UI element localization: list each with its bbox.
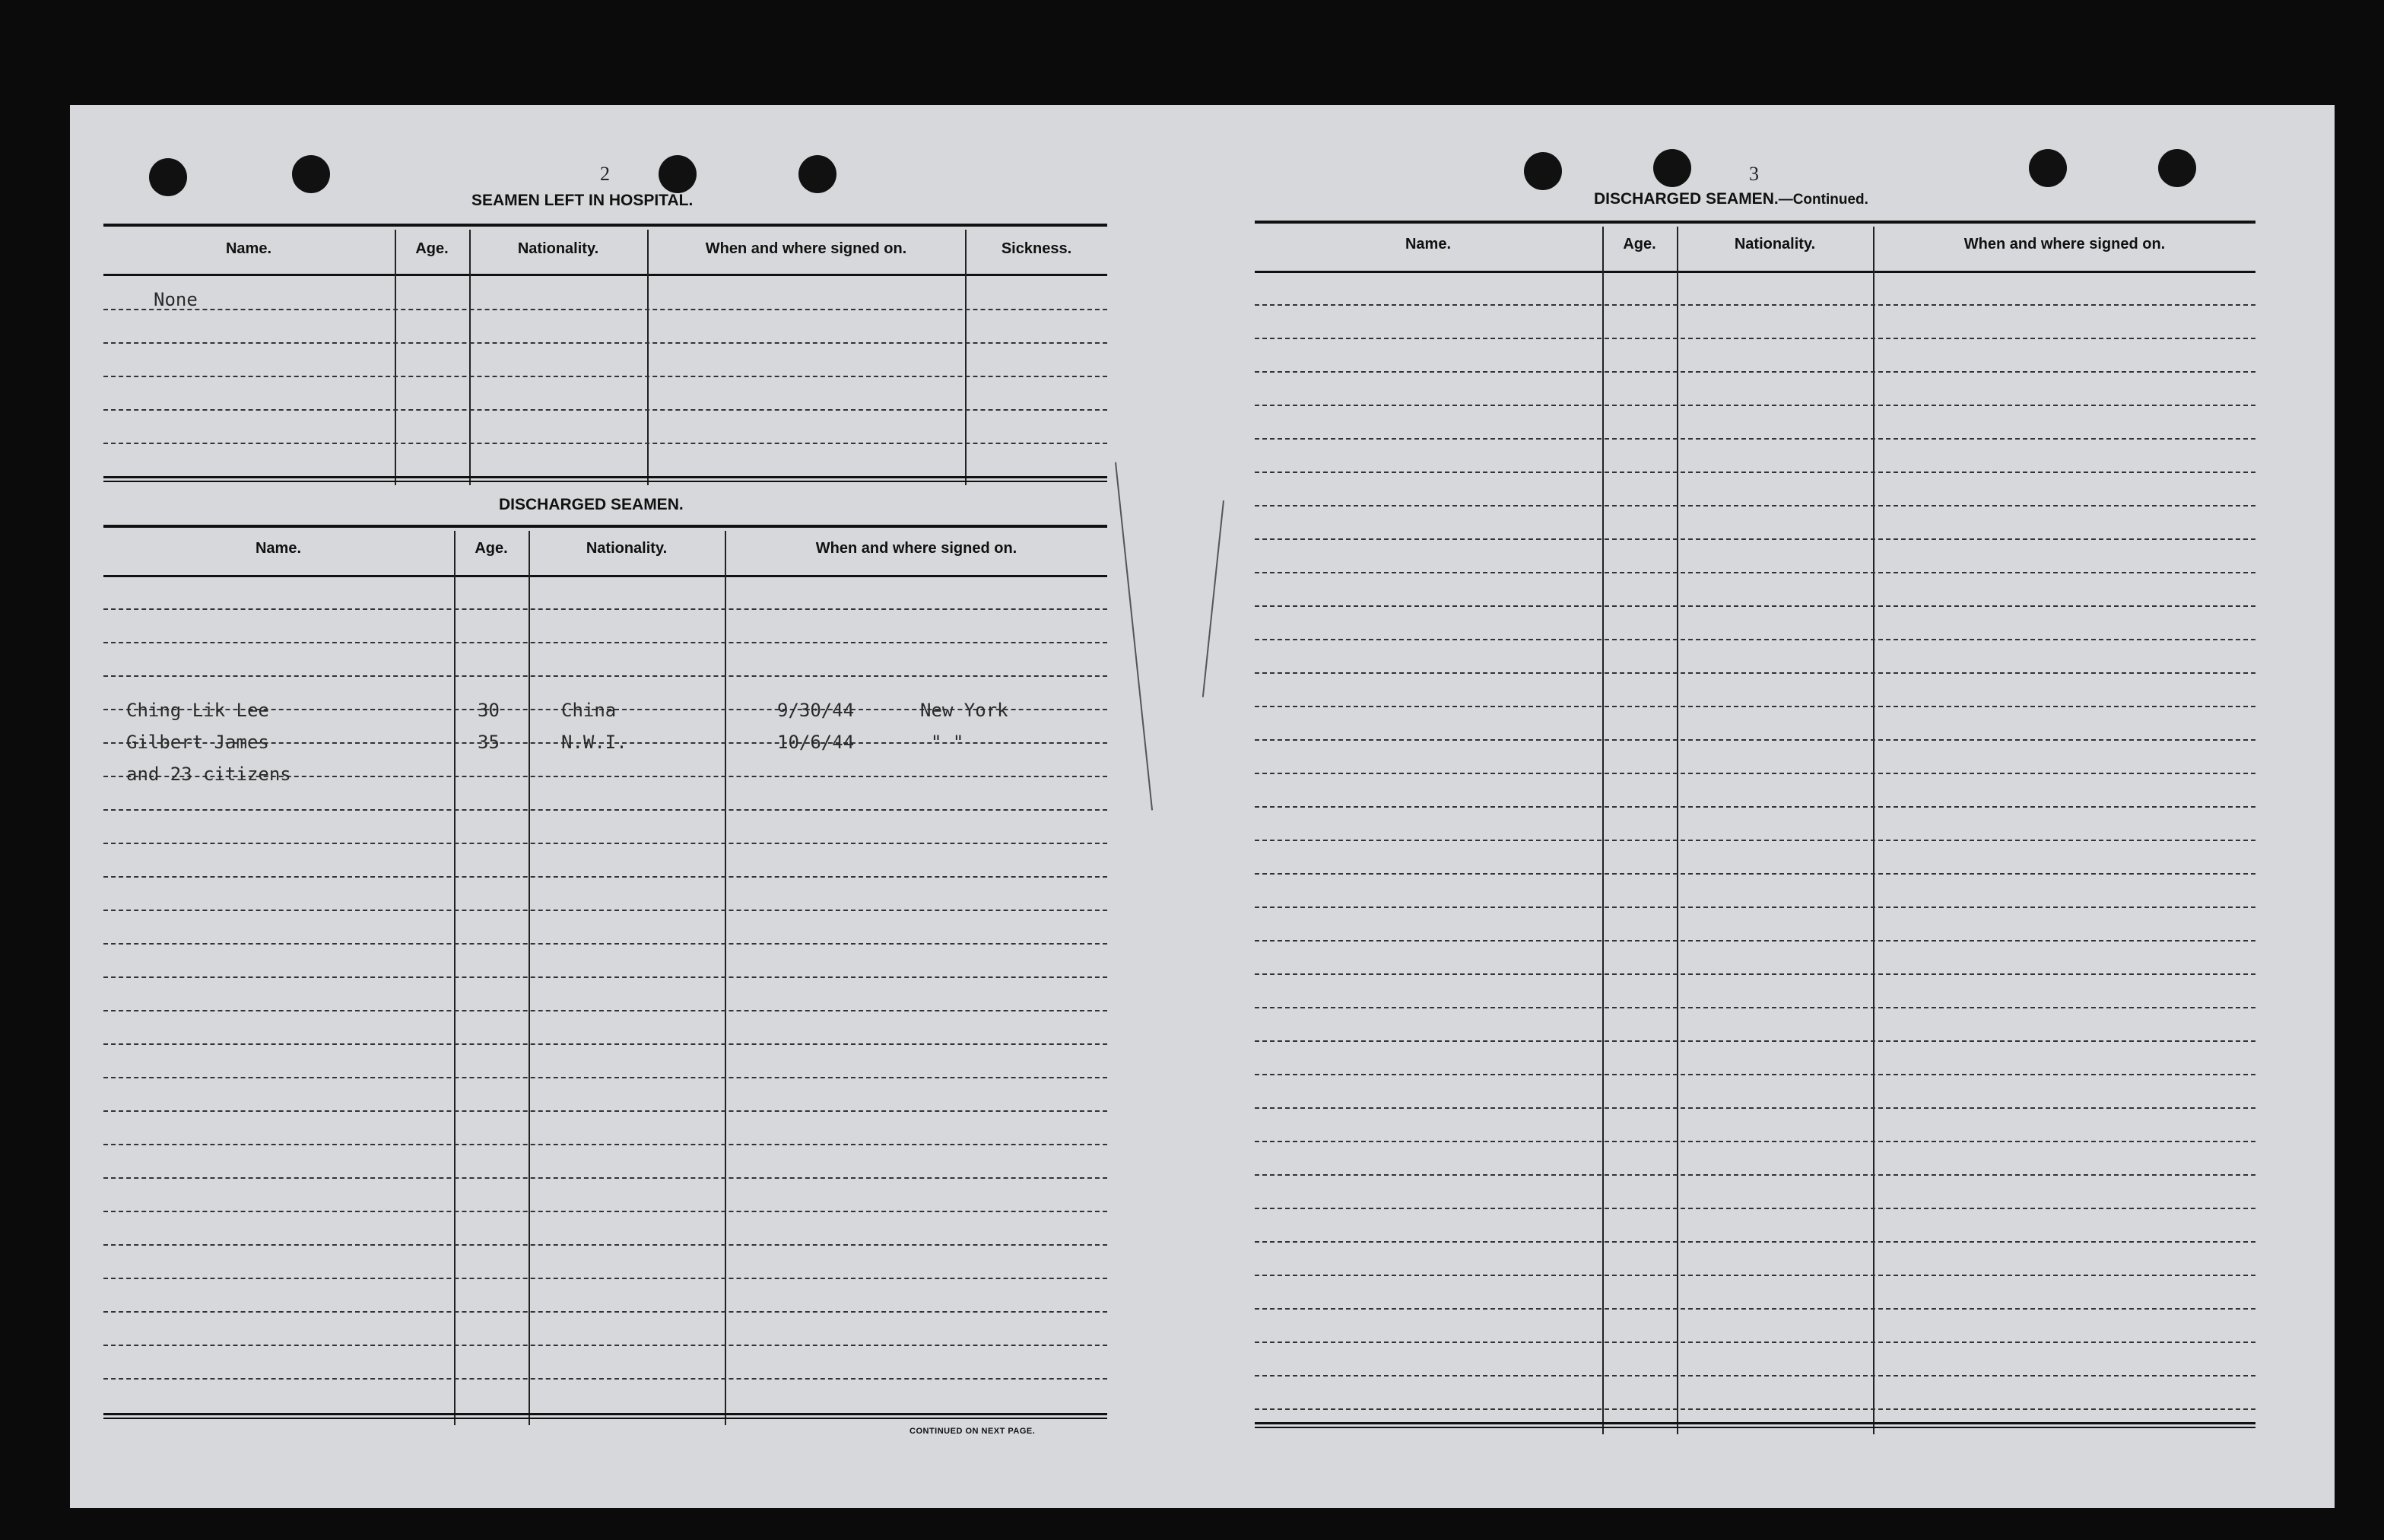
table-row — [103, 976, 1107, 978]
table-row — [1255, 706, 2255, 707]
table-row — [1255, 338, 2255, 339]
table-row — [1255, 1308, 2255, 1310]
table-row — [1255, 538, 2255, 540]
table-row — [103, 608, 1107, 610]
table-row — [103, 1311, 1107, 1313]
column-header-signed-on: When and where signed on. — [705, 240, 907, 257]
table-row — [1255, 639, 2255, 640]
table-row — [1255, 1107, 2255, 1109]
discharged-entry-nationality: China — [561, 700, 617, 721]
table-row — [103, 1278, 1107, 1279]
section-title-text: DISCHARGED SEAMEN. — [1594, 190, 1779, 208]
table-row — [1255, 1007, 2255, 1008]
section-title-discharged: DISCHARGED SEAMEN. — [499, 496, 684, 513]
discharged-table-continued — [1255, 221, 2255, 1434]
table-row — [103, 1244, 1107, 1246]
column-divider — [454, 531, 456, 1425]
table-row — [1255, 907, 2255, 908]
column-header-nationality: Nationality. — [517, 240, 599, 257]
discharged-entry-date: 10/6/44 — [777, 732, 855, 753]
column-header-signed-on: When and where signed on. — [1963, 236, 2166, 252]
discharged-entry-age: 35 — [478, 732, 500, 753]
table-row — [103, 342, 1107, 344]
table-row — [103, 642, 1107, 643]
table-row — [103, 1144, 1107, 1145]
punch-hole — [798, 155, 836, 193]
table-row — [1255, 806, 2255, 808]
table-row — [1255, 1141, 2255, 1142]
column-divider — [725, 531, 726, 1425]
punch-hole — [2029, 149, 2067, 187]
column-header-name: Name. — [225, 240, 272, 257]
table-row — [103, 309, 1107, 310]
table-row — [1255, 840, 2255, 841]
table-row — [1255, 1408, 2255, 1410]
column-divider — [529, 531, 530, 1425]
column-divider — [1602, 227, 1604, 1434]
table-row — [1255, 873, 2255, 875]
table-row — [103, 443, 1107, 444]
table-header — [103, 528, 1107, 577]
table-row — [103, 376, 1107, 377]
table-row — [1255, 605, 2255, 607]
table-row — [1255, 1208, 2255, 1209]
table-row — [1255, 1174, 2255, 1176]
column-divider — [965, 230, 967, 485]
table-bottom-rule — [103, 1413, 1107, 1415]
table-row — [1255, 472, 2255, 473]
table-bottom-rule — [1255, 1422, 2255, 1424]
table-row — [1255, 1241, 2255, 1243]
table-row — [1255, 405, 2255, 406]
discharged-entry-nationality: N.W.I. — [561, 732, 627, 753]
discharged-table — [103, 525, 1107, 1425]
punch-hole — [2158, 149, 2196, 187]
table-row — [103, 1010, 1107, 1011]
column-header-name: Name. — [255, 540, 302, 557]
discharged-entry-name: Gilbert James — [126, 732, 269, 753]
fold-line — [1115, 462, 1153, 811]
table-row — [103, 1043, 1107, 1045]
table-row — [103, 1378, 1107, 1380]
table-row — [103, 876, 1107, 878]
column-divider — [1873, 227, 1875, 1434]
section-title-discharged-continued — [1594, 190, 1868, 208]
table-row — [1255, 304, 2255, 306]
section-title-hospital: SEAMEN LEFT IN HOSPITAL. — [471, 192, 694, 209]
table-row — [103, 843, 1107, 844]
table-row — [1255, 672, 2255, 674]
table-row — [103, 675, 1107, 677]
table-row — [103, 1345, 1107, 1346]
table-row — [1255, 773, 2255, 774]
table-row — [1255, 739, 2255, 741]
discharged-entry-age: 30 — [478, 700, 500, 721]
hospital-entry-name: None — [154, 289, 198, 310]
hospital-table — [103, 224, 1107, 485]
column-header-name: Name. — [1405, 236, 1452, 252]
column-header-age: Age. — [1623, 236, 1656, 252]
table-row — [103, 1077, 1107, 1078]
fold-line — [1202, 500, 1224, 697]
table-header — [103, 227, 1107, 276]
table-row — [103, 910, 1107, 911]
discharged-entry-name: and 23 citizens — [126, 764, 291, 785]
page-number: 3 — [1749, 163, 1759, 185]
table-row — [1255, 1074, 2255, 1075]
table-row — [1255, 371, 2255, 373]
table-row — [103, 1177, 1107, 1179]
page-number: 2 — [600, 163, 610, 185]
punch-hole — [292, 155, 330, 193]
column-header-signed-on: When and where signed on. — [815, 540, 1017, 557]
table-row — [1255, 572, 2255, 573]
table-row — [1255, 505, 2255, 506]
table-row — [1255, 1040, 2255, 1042]
column-divider — [1677, 227, 1678, 1434]
table-row — [103, 943, 1107, 945]
table-bottom-rule — [103, 476, 1107, 478]
document-sheet — [70, 105, 2335, 1508]
table-row — [1255, 1275, 2255, 1276]
table-row — [103, 409, 1107, 411]
discharged-entry-place: New York — [920, 700, 1008, 721]
punch-hole — [1524, 152, 1562, 190]
column-header-sickness: Sickness. — [1001, 240, 1072, 257]
column-header-age: Age. — [475, 540, 508, 557]
column-divider — [395, 230, 396, 485]
discharged-entry-place: " " — [931, 732, 964, 753]
column-header-nationality: Nationality. — [1734, 236, 1816, 252]
table-row — [1255, 973, 2255, 975]
table-row — [1255, 940, 2255, 941]
table-row — [103, 809, 1107, 811]
punch-hole — [149, 158, 187, 196]
table-row — [1255, 1342, 2255, 1343]
table-row — [103, 1211, 1107, 1212]
column-header-age: Age. — [415, 240, 449, 257]
section-title-suffix: —Continued. — [1778, 192, 1868, 208]
punch-hole — [1653, 149, 1691, 187]
continued-note: CONTINUED ON NEXT PAGE. — [909, 1427, 1036, 1436]
column-header-nationality: Nationality. — [586, 540, 668, 557]
discharged-entry-date: 9/30/44 — [777, 700, 855, 721]
punch-hole — [659, 155, 697, 193]
table-bottom-rule — [1255, 1427, 2255, 1428]
discharged-entry-name: Ching Lik Lee — [126, 700, 269, 721]
table-bottom-rule — [103, 1418, 1107, 1419]
column-divider — [647, 230, 649, 485]
table-row — [103, 1110, 1107, 1112]
table-row — [1255, 438, 2255, 440]
table-bottom-rule — [103, 481, 1107, 482]
table-header — [1255, 224, 2255, 273]
column-divider — [469, 230, 471, 485]
table-row — [1255, 1375, 2255, 1376]
